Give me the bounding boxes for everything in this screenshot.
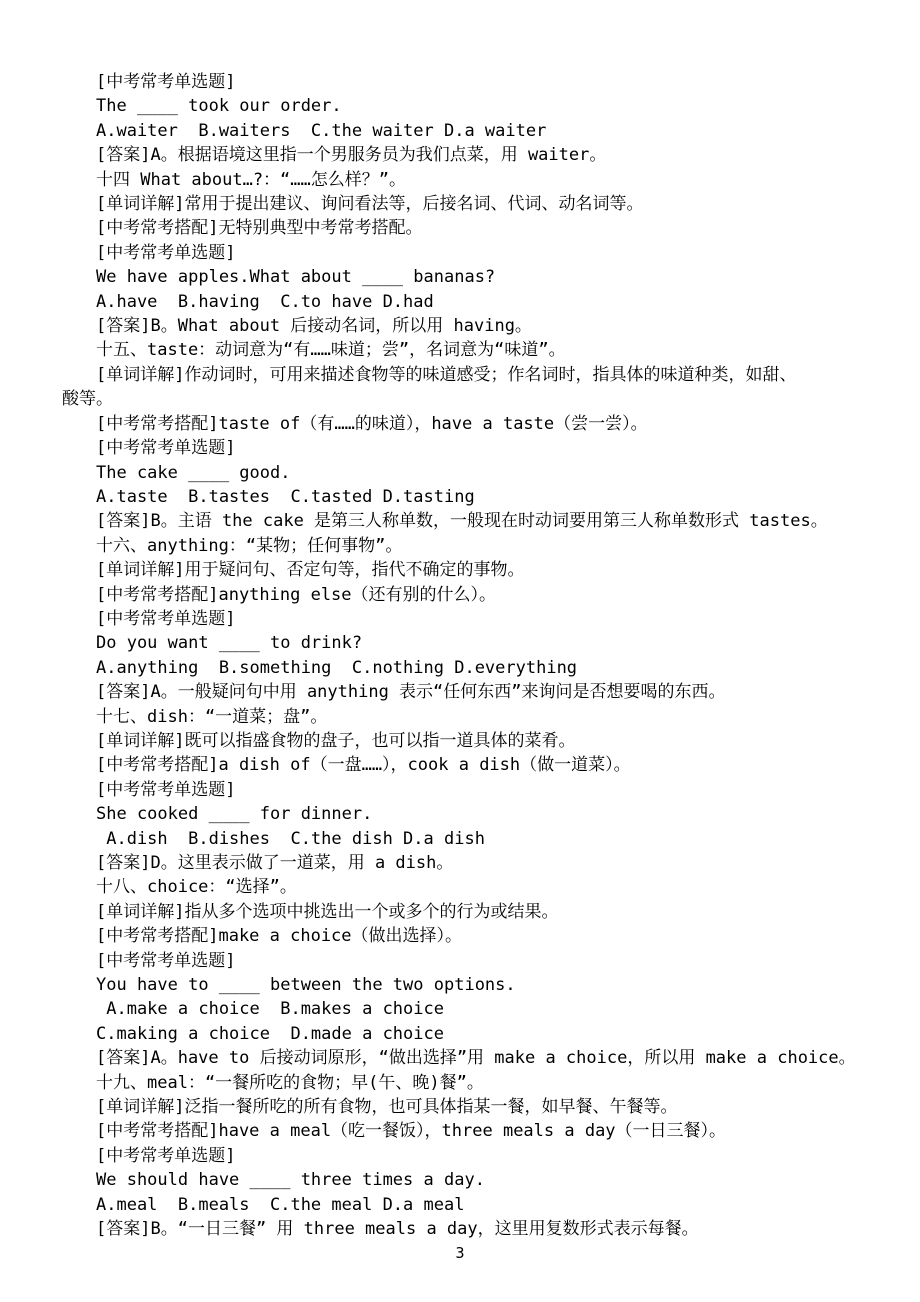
text-line: 十七、dish：“一道菜；盘”。 [62,706,328,727]
text-line: We have apples.What about ____ bananas? [62,267,496,288]
text-line: [答案]B。主语 the cake 是第三人称单数，一般现在时动词要用第三人称单数形式 tastes。 [62,511,828,532]
text-line: A.waiter B.waiters C.the waiter D.a waiter [62,120,547,141]
page-number: 3 [455,1244,465,1262]
text-line: [单词详解]指从多个选项中挑选出一个或多个的行为或结果。 [62,901,559,922]
text-line: [答案]B。What about 后接动名词，所以用 having。 [62,316,532,337]
text-line: The cake ____ good. [62,462,291,483]
text-line: [中考常考搭配]无特别典型中考常考搭配。 [62,218,423,239]
text-line: [中考常考搭配]anything else（还有别的什么）。 [62,584,497,605]
text-line: [答案]A。have to 后接动词原形，“做出选择”用 make a choice，所以用 make a choice。 [62,1048,856,1069]
text-line: 十八、choice：“选择”。 [62,877,297,898]
text-line: [答案]A。一般疑问句中用 anything 表示“任何东西”来询问是否想要喝的东西。 [62,682,726,703]
text-line: [单词详解]用于疑问句、否定句等，指代不确定的事物。 [62,560,525,581]
text-line: 十五、taste：动词意为“有……味道；尝”，名词意为“味道”。 [62,340,566,361]
text-line: 十六、anything：“某物；任何事物”。 [62,535,403,556]
text-line: [答案]D。这里表示做了一道菜，用 a dish。 [62,853,454,873]
text-line: [中考常考搭配]make a choice（做出选择）。 [62,926,463,947]
text-line: A.taste B.tastes C.tasted D.tasting [62,486,475,507]
text-line: [中考常考搭配]have a meal（吃一餐饭），three meals a day（一日三餐）。 [62,1121,727,1142]
text-line: [中考常考单选题] [62,1145,236,1166]
text-line: You have to ____ between the two options. [62,975,516,996]
text-line: [答案]B。“一日三餐” 用 three meals a day，这里用复数形式表示每餐。 [62,1219,699,1240]
text-line: [中考常考单选题] [62,950,236,971]
text-line: [单词详解]作动词时，可用来描述食物等的味道感受；作名词时，指具体的味道种类，如甜、 [62,364,797,385]
text-line: The ____ took our order. [62,96,342,117]
text-line: [中考常考单选题] [62,438,236,459]
text-line: Do you want ____ to drink? [62,633,363,654]
text-line: 十四 What about…?：“……怎么样？”。 [62,169,406,190]
document-body [62,70,862,1242]
text-line: [单词详解]常用于提出建议、询问看法等，后接名词、代词、动名词等。 [62,194,644,215]
text-line: [中考常考单选题] [62,72,236,92]
text-line: A.dish B.dishes C.the dish D.a dish [62,828,485,849]
text-line: A.meal B.meals C.the meal D.a meal [62,1194,465,1215]
text-line: We should have ____ three times a day. [62,1170,485,1191]
text-line: 十九、meal：“一餐所吃的食物；早(午、晚)餐”。 [62,1072,484,1093]
text-line: C.making a choice D.made a choice [62,1023,444,1044]
text-line: [中考常考搭配]a dish of（一盘……），cook a dish（做一道菜）。 [62,755,631,776]
text-line: [答案]A。根据语境这里指一个男服务员为我们点菜，用 waiter。 [62,145,607,166]
text-line: [中考常考单选题] [62,608,236,629]
text-line: A.have B.having C.to have D.had [62,291,434,312]
text-line: A.make a choice B.makes a choice [62,999,444,1020]
text-line: [中考常考单选题] [62,242,236,263]
text-line: [单词详解]既可以指盛食物的盘子，也可以指一道具体的菜肴。 [62,730,576,751]
text-line: [中考常考单选题] [62,779,236,800]
text-line: 酸等。 [62,389,113,410]
text-line: She cooked ____ for dinner. [62,804,373,825]
text-line: A.anything B.something C.nothing D.everything [62,657,578,678]
text-line: [单词详解]泛指一餐所吃的所有食物，也可具体指某一餐，如早餐、午餐等。 [62,1097,678,1118]
text-line: [中考常考搭配]taste of（有……的味道），have a taste（尝一尝）。 [62,413,648,434]
